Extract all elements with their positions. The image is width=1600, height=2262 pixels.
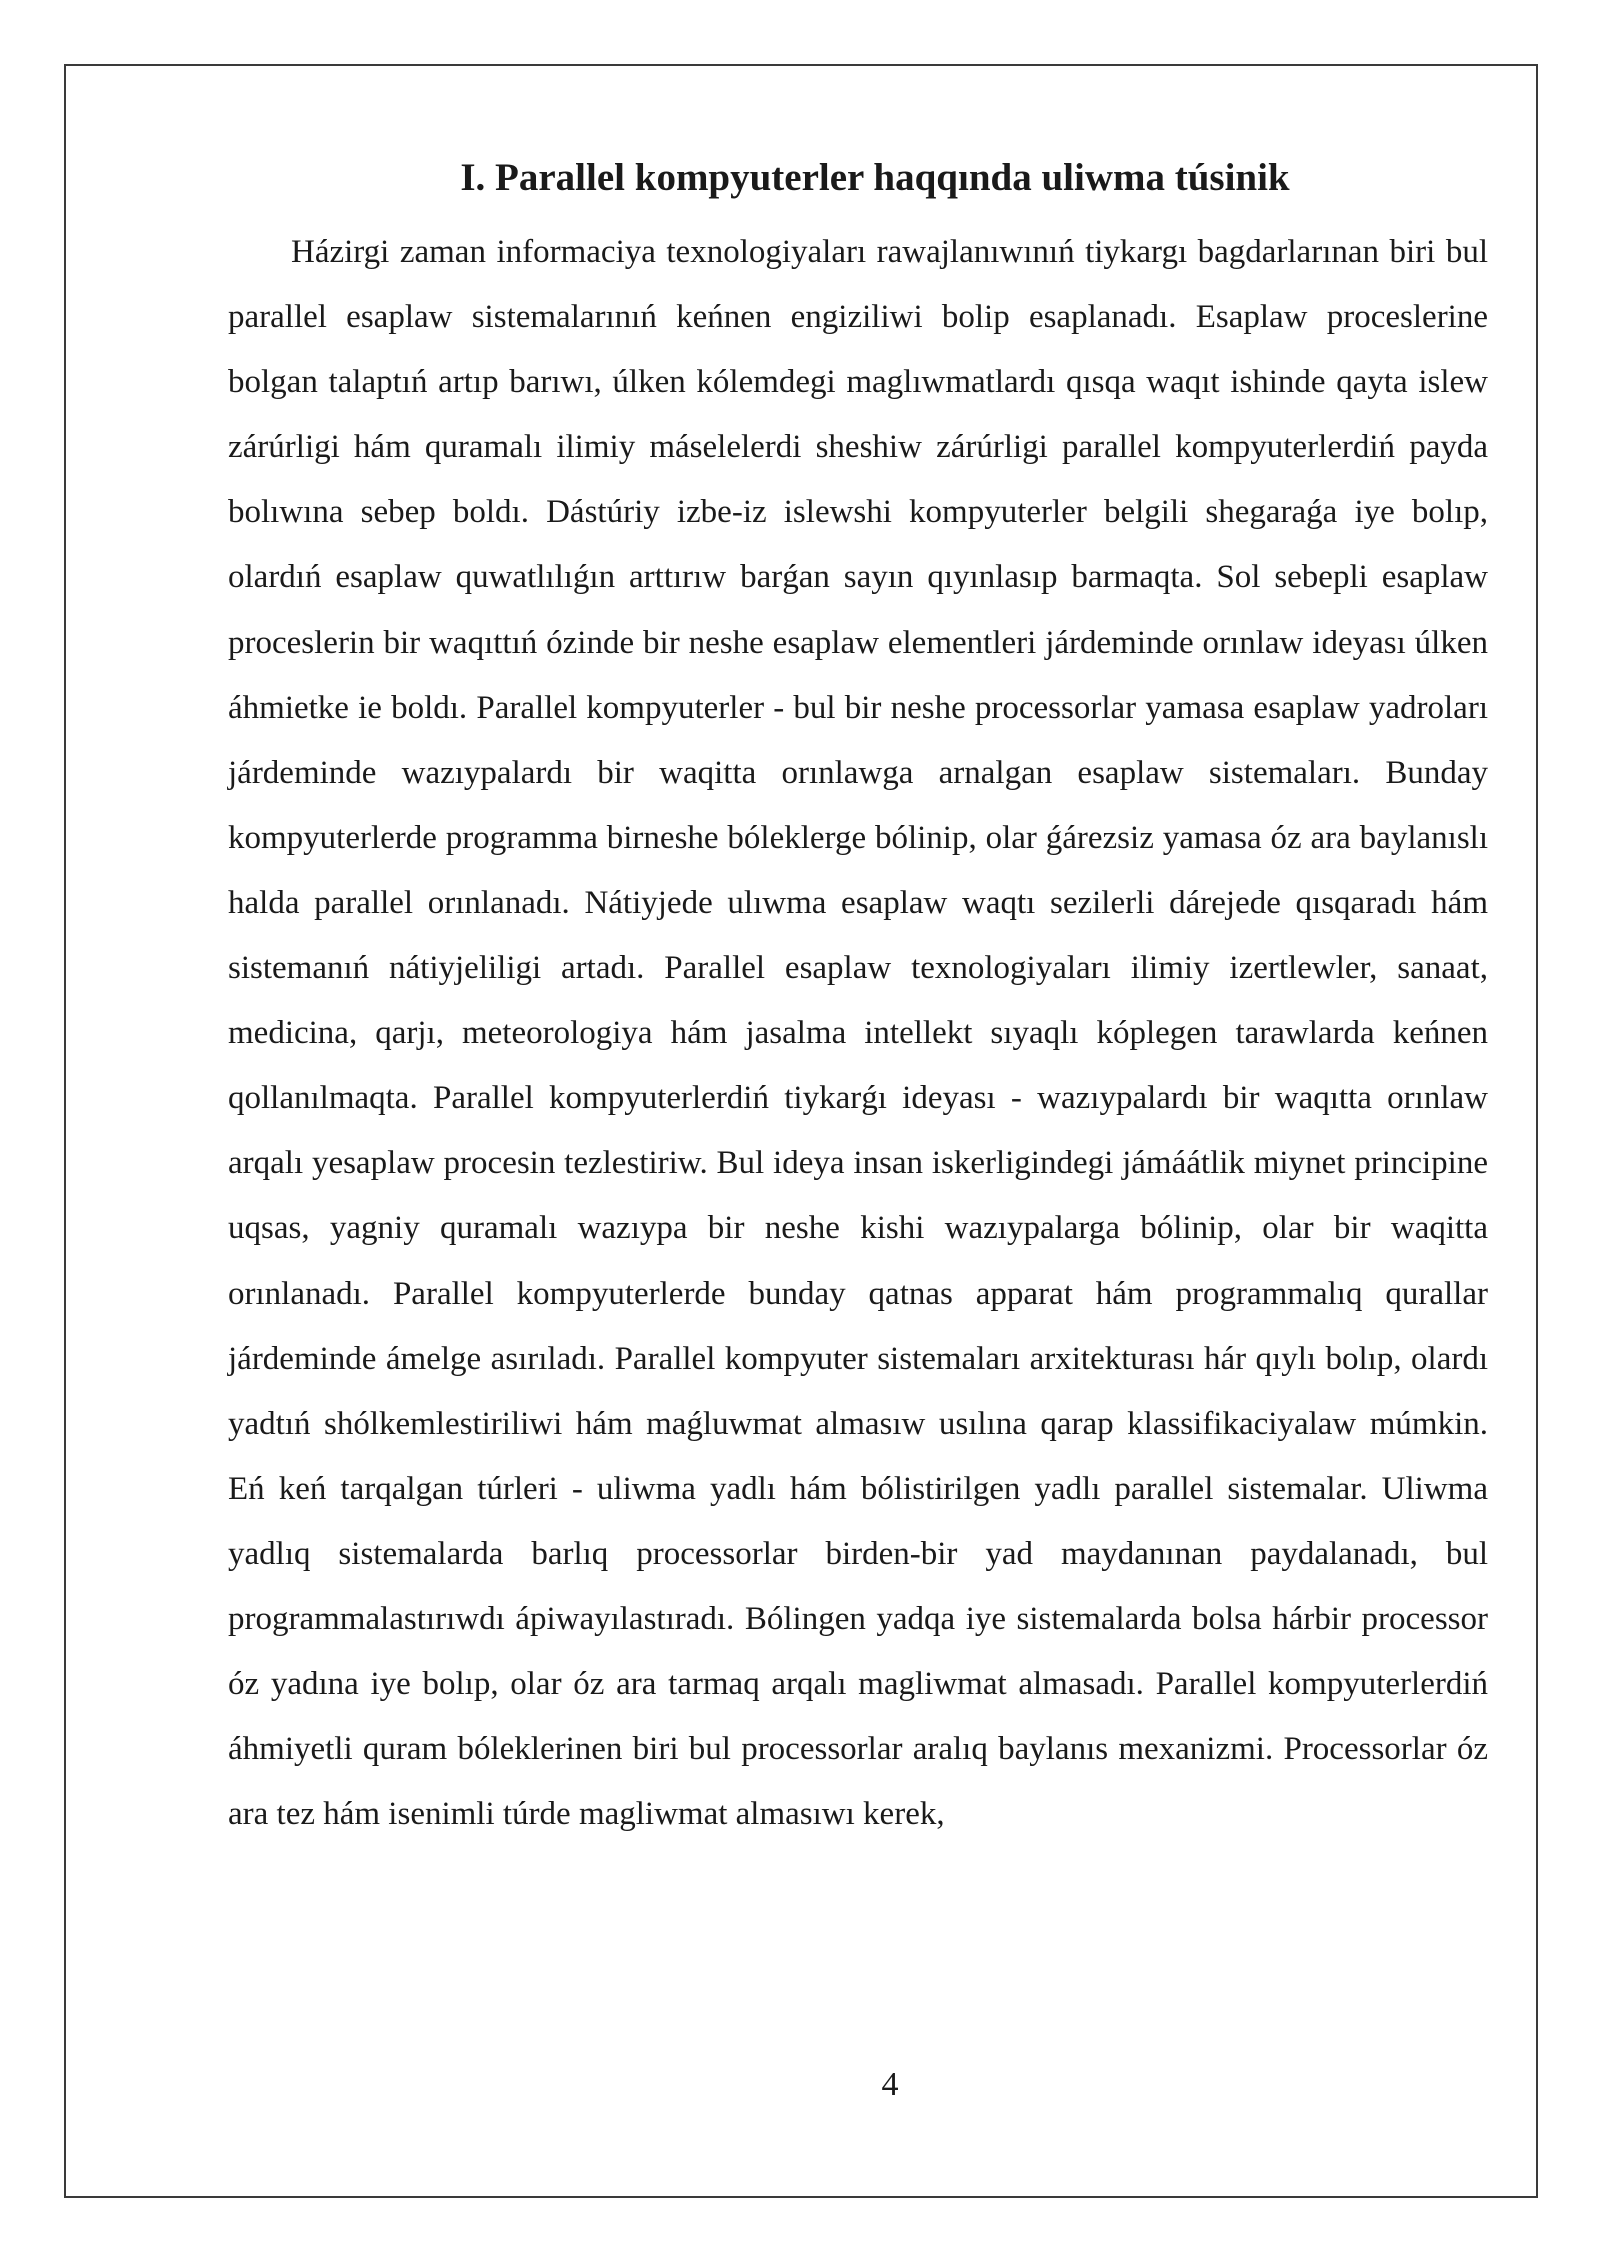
section-heading: I. Parallel kompyuterler haqqında uliwma túsinik xyxy=(460,156,1290,199)
page-number: 4 xyxy=(881,2066,899,2103)
page-content xyxy=(228,150,1488,1847)
body-paragraph: Házirgi zaman informaciya texnologiyaları rawajlanıwınıń tiykargı bagdarlarınan biri bul parallel esaplaw sistemalarınıń keńnen engiziliwi bolip esaplanadı. Esaplaw proceslerine bolgan talaptıń artıp barıwı, úlken kólemdegi maglıwmatlardı qısqa waqıt ishinde qayta islew zárúrligi hám quramalı ilimiy máselelerdi sheshiw zárúrligi parallel kompyuterlerdiń payda bolıwına sebep boldı. Dástúriy izbe-iz islewshi kompyuterler belgili shegaraǵa iye bolıp, olardıń esaplaw quwatlılıǵın arttırıw barǵan sayın qıyınlasıp barmaqta. Sol sebepli esaplaw proceslerin bir waqıttıń ózinde bir neshe esaplaw elementleri járdeminde orınlaw ideyası úlken áhmietke ie boldı. Parallel kompyuterler - bul bir neshe processorlar yamasa esaplaw yadroları járdeminde wazıypalardı bir waqitta orınlawga arnalgan esaplaw sistemaları. Bunday kompyuterlerde programma birneshe bóleklerge bólinip, olar ǵárezsiz yamasa óz ara baylanıslı halda parallel orınlanadı. Nátiyjede ulıwma esaplaw waqtı sezilerli dárejede qısqaradı hám sistemanıń nátiyjeliligi artadı. Parallel esaplaw texnologiyaları ilimiy izertlewler, sanaat, medicina, qarjı, meteorologiya hám jasalma intellekt sıyaqlı kóplegen tarawlarda keńnen qollanılmaqta. Parallel kompyuterlerdiń tiykarǵı ideyası - wazıypalardı bir waqıtta orınlaw arqalı yesaplaw procesin tezlestiriw. Bul ideya insan iskerligindegi jámáátlik miynet principine uqsas, yagniy quramalı wazıypa bir neshe kishi wazıypalarga bólinip, olar bir waqitta orınlanadı. Parallel kompyuterlerde bunday qatnas apparat hám programmalıq qurallar járdeminde ámelge asırıladı. Parallel kompyuter sistemaları arxitekturası hár qıylı bolıp, olardı yadtıń shólkemlestiriliwi hám maǵluwmat almasıw usılına qarap klassifikaciyalaw múmkin. Eń keń tarqalgan túrleri - uliwma yadlı hám bólistirilgen yadlı parallel sistemalar. Uliwma yadlıq sistemalarda barlıq processorlar birden-bir yad maydanınan paydalanadı, bul programmalastırıwdı ápiwayılastıradı. Bólingen yadqa iye sistemalarda bolsa hárbir processor óz yadına iye bolıp, olar óz ara tarmaq arqalı magliwmat almasadı. Parallel kompyuterlerdiń áhmiyetli quram bóleklerinen biri bul processorlar aralıq baylanıs mexanizmi. Processorlar óz ara tez hám isenimli túrde magliwmat almasıwı kerek, xyxy=(228,234,1488,1833)
